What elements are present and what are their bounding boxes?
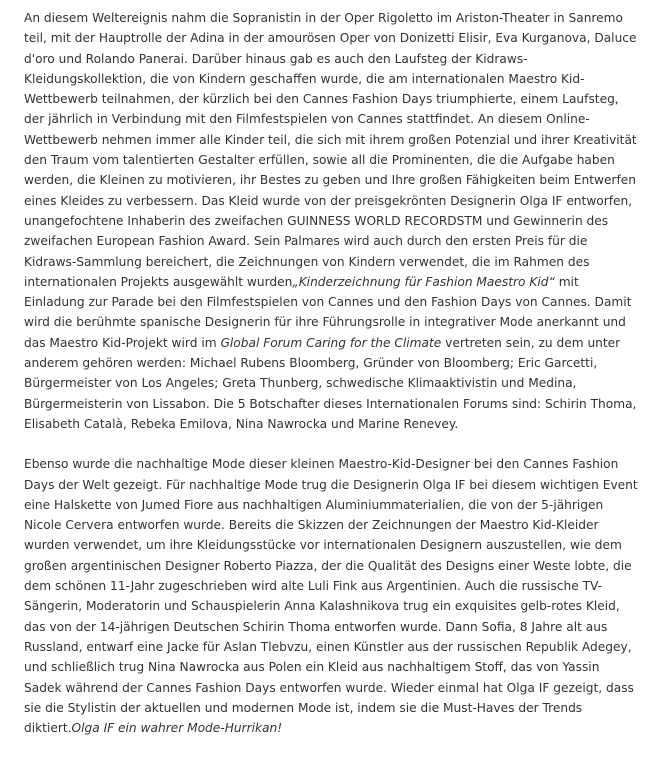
paragraph-1 [24, 8, 640, 434]
project-title-quote: „Kinderzeichnung für Fashion Maestro Kid“ [292, 274, 555, 289]
paragraph-1-text-b: mit Einladung zur Parade bei den Filmfestspielen von Cannes und den Fashion Days von Cannes. Damit wird die berühmte spanische Designerin für ihre Führungsrolle in integrativer Mode anerkannt und das Maestro Kid-Projekt wird im [24, 274, 632, 350]
paragraph-2-text-a: Ebenso wurde die nachhaltige Mode dieser kleinen Maestro-Kid-Designer bei den Cannes Fashion Days der Welt gezeigt. Für nachhaltige Mode trug die Designerin Olga IF bei diesem wichtigen Event eine Halskette von Jumed Fiore aus nachhaltigen Aluminiummaterialien, die von der 5-jährigen Nicole Cervera entworfen wurde. Bereits die Skizzen der Zeichnungen der Maestro Kid-Kleider wurden verwendet, um ihre Kleidungsstücke vor internationalen Designern auszustellen, wie dem großen argentinischen Designer Roberto Piazza, der die Qualität des Designs einer Weste lobte, die dem schönen 11-Jahr zugeschrieben wird alte Luli Fink aus Argentinien. Auch die russische TV-Sängerin, Moderatorin und Schauspielerin Anna Kalashnikova trug ein exquisites gelb-rotes Kleid, das von der 14-jährigen Deutschen Schirin Thoma entworfen wurde. Dann Sofia, 8 Jahre alt aus Russland, entwarf eine Jacke für Aslan Tlebvzu, einen Künstler aus der russischen Republik Adegey, und schließlich trug Nina Nawrocka aus Polen ein Kleid aus nachhaltigem Stoff, das von Yassin Sadek während der Cannes Fashion Days entworfen wurde. Wieder einmal hat Olga IF gezeigt, dass sie die Stylistin der aktuellen und modernen Mode ist, indem sie die Must-Haves der Trends diktiert. [24, 457, 638, 736]
forum-name: Global Forum Caring for the Climate [220, 335, 442, 350]
closing-tagline: Olga IF ein wahrer Mode-Hurrikan! [71, 721, 283, 736]
paragraph-1-text-a: An diesem Weltereignis nahm die Sopranistin in der Oper Rigoletto im Ariston-Theater in Sanremo teil, mit der Hauptrolle der Adina in der amourösen Oper von Donizetti Elisir, Eva Kurganova, Daluce d'oro und Rolando Panerai. Darüber hinaus gab es auch den Laufsteg der Kidraws-Kleidungskollektion, die von Kindern geschaffen wurde, die am internationalen Maestro Kid-Wettbewerb teilnahmen, der kürzlich bei den Cannes Fashion Days triumphierte, einem Laufsteg, der jährlich in Verbindung mit den Filmfestspielen von Cannes stattfindet. An diesem Online-Wettbewerb nehmen immer alle Kinder teil, die sich mit ihrem großen Potenzial und ihrer Kreativität den Traum vom talentierten Gestalter erfüllen, sowie all die Prominenten, die die Aufgabe haben werden, die Kleinen zu motivieren, ihr Bestes zu geben und Ihre großen Fähigkeiten beim Entwerfen eines Kleides zu verbessern. Das Kleid wurde von der preisgekrönten Designerin Olga IF entworfen, unangefochtene Inhaberin des zweifachen GUINNESS WORLD RECORDSTM und Gewinnerin des zweifachen European Fashion Award. Sein Palmares wird auch durch den ersten Preis für die Kidraws-Sammlung bereichert, die Zeichnungen von Kindern verwendet, die im Rahmen des internationalen Projekts ausgewählt wurden [24, 11, 637, 289]
paragraph-1-text-c: vertreten sein, zu dem unter anderem gehören werden: Michael Rubens Bloomberg, Gründer von Bloomberg; Eric Garcetti, Bürgermeister von Los Angeles; Greta Thunberg, schwedische Klimaaktivistin und Medina, Bürgermeisterin von Lissabon. Die 5 Botschafter dieses Internationalen Forums sind: Schirin Thoma, Elisabeth Català, Rebeka Emilova, Nina Nawrocka und Marine Renevey. [24, 335, 637, 431]
paragraph-2 [24, 454, 640, 738]
article-body [24, 8, 640, 738]
